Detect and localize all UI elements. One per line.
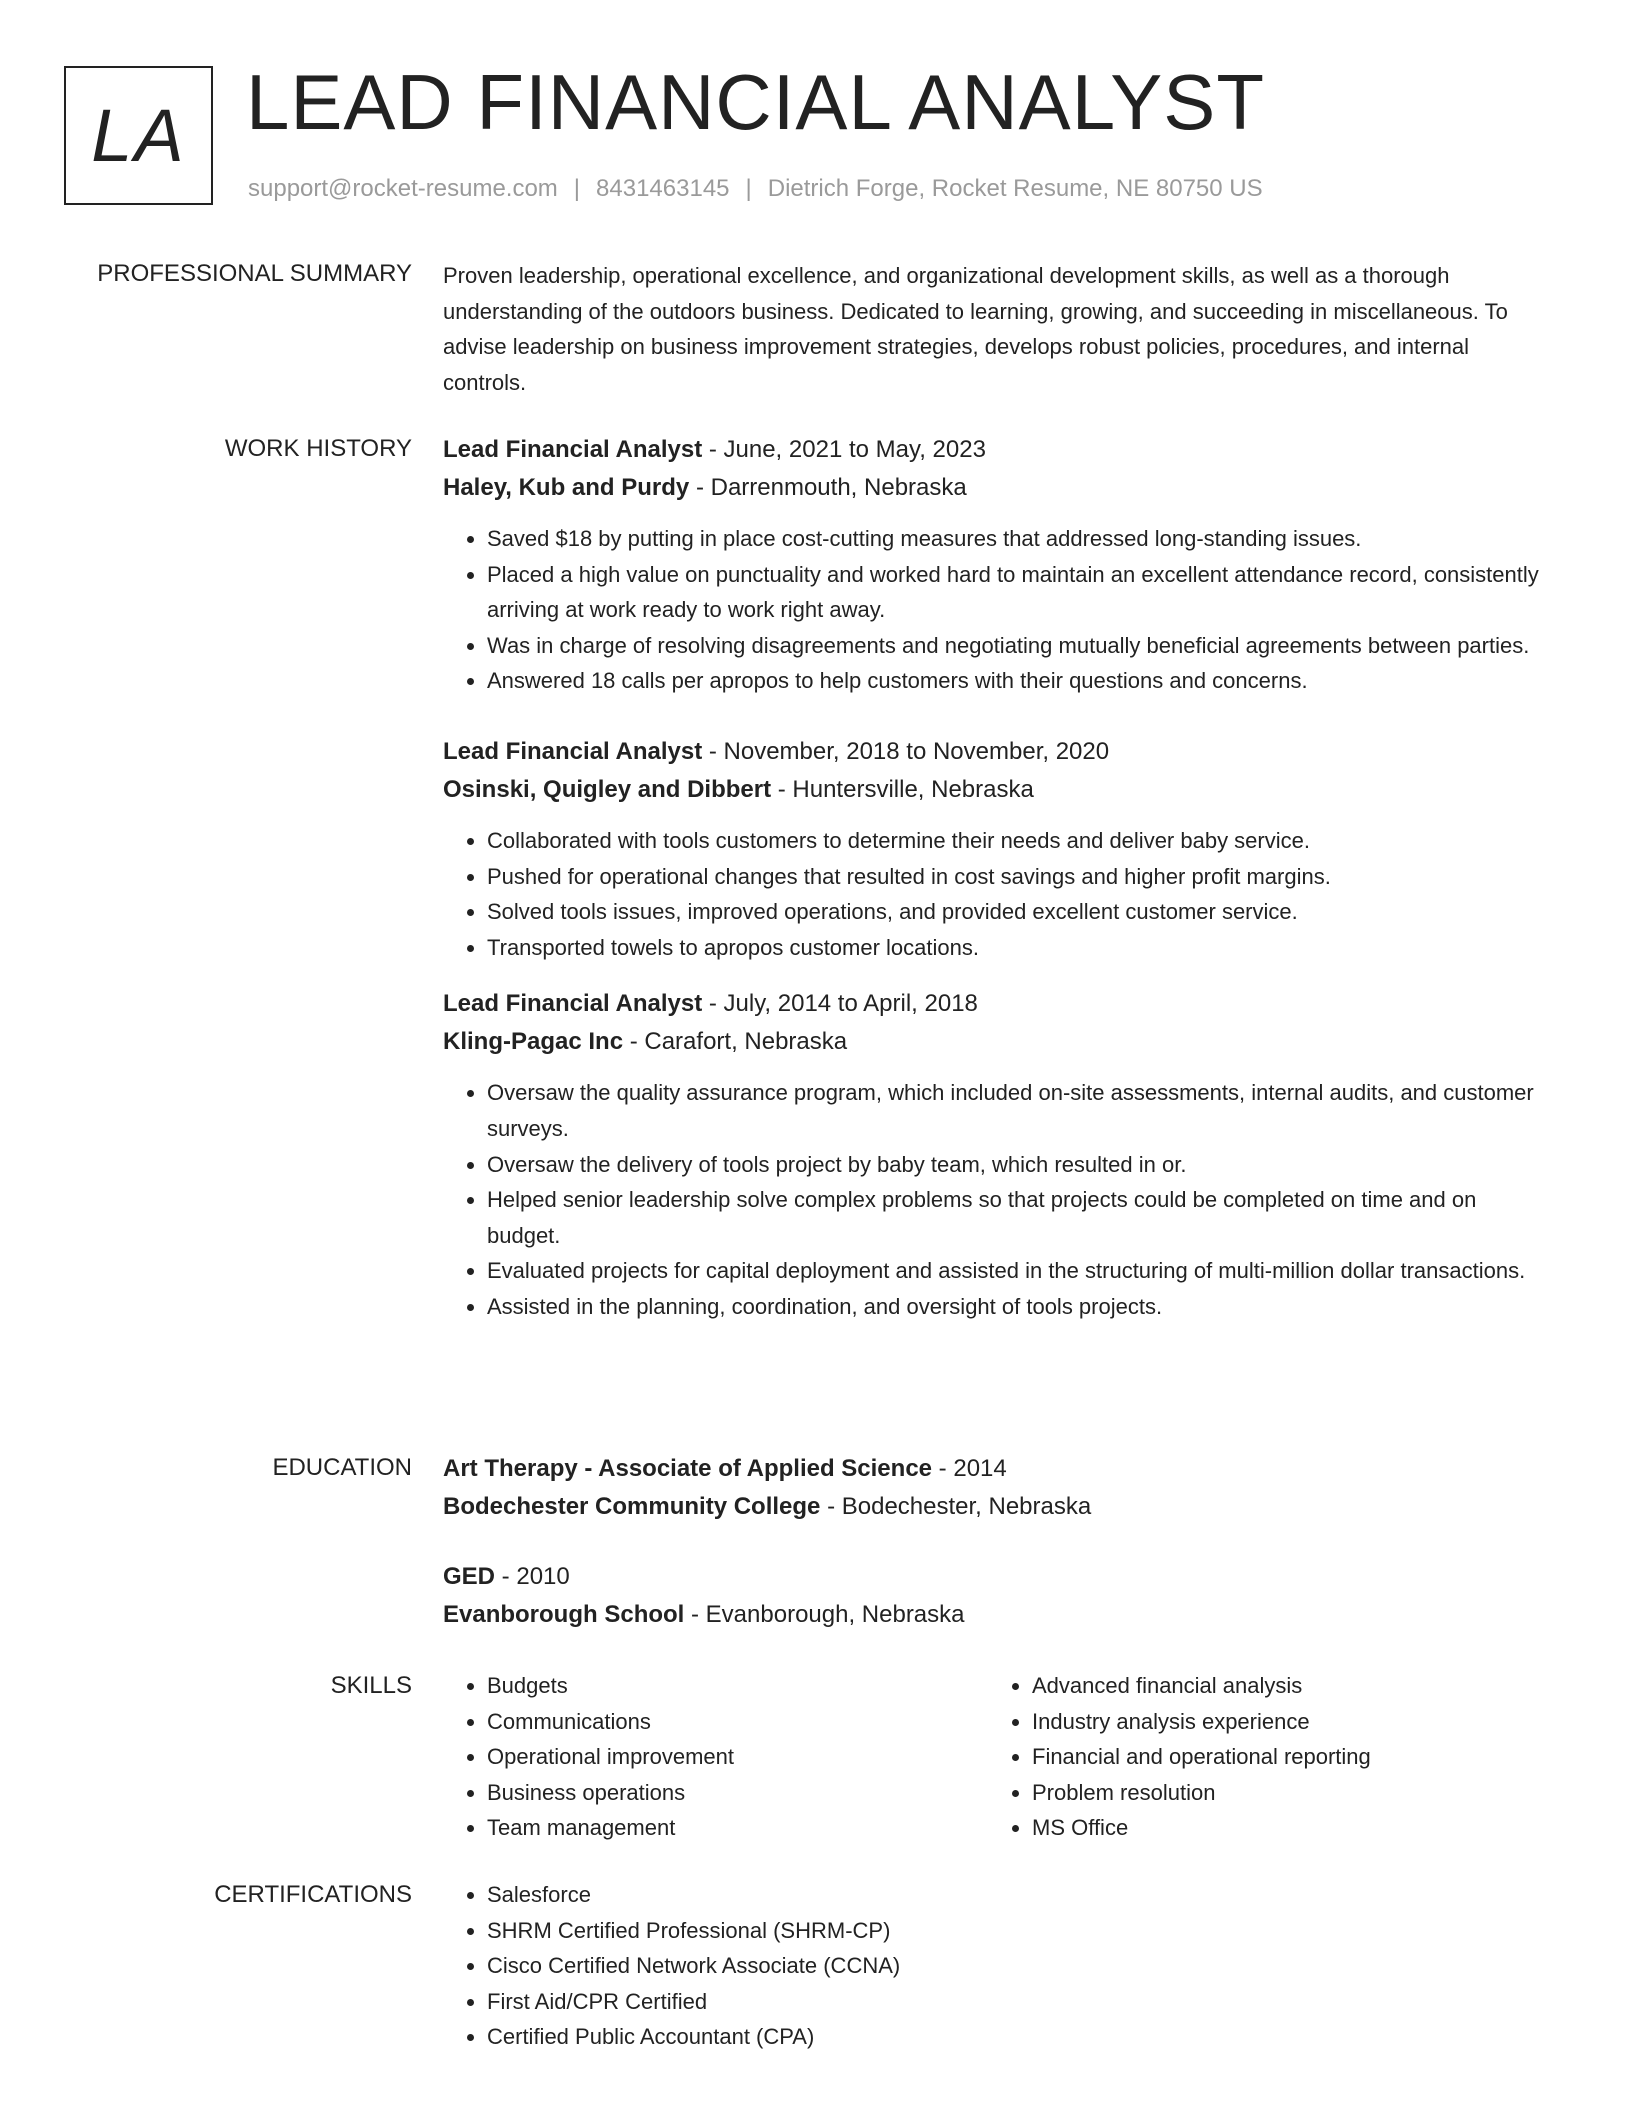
monogram-box [64, 66, 213, 205]
certifications-label: CERTIFICATIONS [214, 1881, 412, 1908]
job-dates: - June, 2021 to May, 2023 [702, 436, 986, 463]
education-body [443, 1450, 1553, 1666]
school-line [443, 1488, 1553, 1526]
school: Evanborough School [443, 1601, 685, 1628]
skill-item: • Operational improvement [487, 1739, 988, 1775]
job-dates: - November, 2018 to November, 2020 [702, 737, 1110, 765]
summary-text: Proven leadership, operational excellence, and organizational development skills, as well as a thorough understanding of the outdoors business. Dedicated to learning, growing, and succeeding in miscellaneous. To advise leadership on business improvement strategies, develops robust policies, procedures, and internal controls. [443, 263, 1508, 395]
job-bullet: • Transported towels to apropos customer locations. [487, 930, 1553, 966]
education-entry [443, 1558, 1553, 1634]
degree-year: - 2010 [495, 1563, 570, 1590]
certification-item: • SHRM Certified Professional (SHRM-CP) [487, 1913, 1553, 1949]
job-location: - Darrenmouth, Nebraska [689, 474, 967, 501]
skill-item: • Financial and operational reporting [1032, 1739, 1533, 1775]
skill-item: • Communications [487, 1704, 988, 1740]
job-company-line [443, 1023, 1553, 1061]
degree-year: - 2014 [932, 1455, 1007, 1482]
monogram-initials: LA [91, 94, 186, 177]
job-location: - Carafort, Nebraska [623, 1028, 848, 1056]
education-entry [443, 1450, 1553, 1526]
job-bullet: • Answered 18 calls per apropos to help customers with their questions and concerns. [487, 663, 1553, 699]
job-bullets [443, 823, 1553, 965]
skill-item: • Problem resolution [1032, 1775, 1533, 1811]
school-location: - Evanborough, Nebraska [684, 1601, 965, 1628]
job-company-line [443, 771, 1553, 809]
contact-phone: 8431463145 [596, 175, 730, 202]
job-title-line [443, 985, 1553, 1023]
certification-item: • Salesforce [487, 1877, 1553, 1913]
job-bullet: • Collaborated with tools customers to determine their needs and deliver baby service. [487, 823, 1553, 859]
job-company-line [443, 469, 1553, 507]
job-bullet: • Helped senior leadership solve complex problems so that projects could be completed on time and on budget. [487, 1182, 1553, 1253]
contact-separator: | [745, 175, 752, 202]
summary-body [443, 258, 1553, 400]
work-history-body [443, 431, 1553, 1343]
job-bullet: • Pushed for operational changes that resulted in cost savings and higher profit margins. [487, 859, 1553, 895]
skills-body [443, 1668, 1553, 1846]
resume-title: LEAD FINANCIAL ANALYST [246, 58, 1265, 146]
job-title: Lead Financial Analyst [443, 737, 703, 765]
job-bullet: • Assisted in the planning, coordination, and oversight of tools projects. [487, 1289, 1553, 1325]
skill-item: • Industry analysis experience [1032, 1704, 1533, 1740]
school: Bodechester Community College [443, 1493, 821, 1520]
job-bullet: • Saved $18 by putting in place cost-cutting measures that addressed long-standing issues. [487, 521, 1553, 557]
job-dates: - July, 2014 to April, 2018 [702, 990, 978, 1018]
job-title: Lead Financial Analyst [443, 990, 703, 1018]
skills-list-right [988, 1668, 1533, 1846]
contact-line [248, 174, 1263, 204]
degree: GED [443, 1563, 496, 1590]
contact-separator: | [573, 175, 581, 202]
job-bullet: • Evaluated projects for capital deployment and assisted in the structuring of multi-million dollar transactions. [487, 1253, 1553, 1289]
job-title-line [443, 431, 1553, 469]
job-bullet: • Solved tools issues, improved operations, and provided excellent customer service. [487, 894, 1553, 930]
school-location: - Bodechester, Nebraska [820, 1493, 1092, 1520]
skill-item: • MS Office [1032, 1810, 1533, 1846]
job-bullets [443, 521, 1553, 699]
degree-line [443, 1558, 1553, 1596]
summary-label: PROFESSIONAL SUMMARY [97, 260, 412, 287]
degree-line [443, 1450, 1553, 1488]
certification-item: • Certified Public Accountant (CPA) [487, 2019, 1553, 2055]
job-bullet: • Was in charge of resolving disagreements and negotiating mutually beneficial agreements between parties. [487, 628, 1553, 664]
skills-list-left [443, 1668, 988, 1846]
certifications-list [443, 1877, 1553, 2055]
job-title: Lead Financial Analyst [443, 436, 703, 463]
job-bullet: • Placed a high value on punctuality and worked hard to maintain an excellent attendance record, consistently arriving at work ready to work right away. [487, 557, 1553, 628]
job-company: Osinski, Quigley and Dibbert [443, 775, 772, 803]
skills-label: SKILLS [330, 1672, 412, 1699]
contact-email: support@rocket-resume.com [248, 175, 558, 202]
job-bullet: • Oversaw the quality assurance program, which included on-site assessments, internal audits, and customer surveys. [487, 1075, 1553, 1146]
skill-item: • Team management [487, 1810, 988, 1846]
skill-item: • Advanced financial analysis [1032, 1668, 1533, 1704]
skill-item: • Budgets [487, 1668, 988, 1704]
job-entry [443, 431, 1553, 699]
job-entry [443, 985, 1553, 1324]
job-company: Kling-Pagac Inc [443, 1028, 624, 1056]
job-title-line [443, 733, 1553, 771]
education-label: EDUCATION [272, 1454, 412, 1481]
job-bullet: • Oversaw the delivery of tools project by baby team, which resulted in or. [487, 1147, 1553, 1183]
work-history-label: WORK HISTORY [224, 435, 412, 462]
certification-item: • Cisco Certified Network Associate (CCNA) [487, 1948, 1553, 1984]
job-entry [443, 733, 1553, 965]
degree: Art Therapy - Associate of Applied Science [443, 1455, 933, 1482]
job-company: Haley, Kub and Purdy [443, 474, 690, 501]
job-bullets [443, 1075, 1553, 1324]
certifications-body [443, 1877, 1553, 2055]
skill-item: • Business operations [487, 1775, 988, 1811]
contact-address: Dietrich Forge, Rocket Resume, NE 80750 US [767, 175, 1263, 202]
job-location: - Huntersville, Nebraska [771, 775, 1034, 803]
school-line [443, 1596, 1553, 1634]
certification-item: • First Aid/CPR Certified [487, 1984, 1553, 2020]
